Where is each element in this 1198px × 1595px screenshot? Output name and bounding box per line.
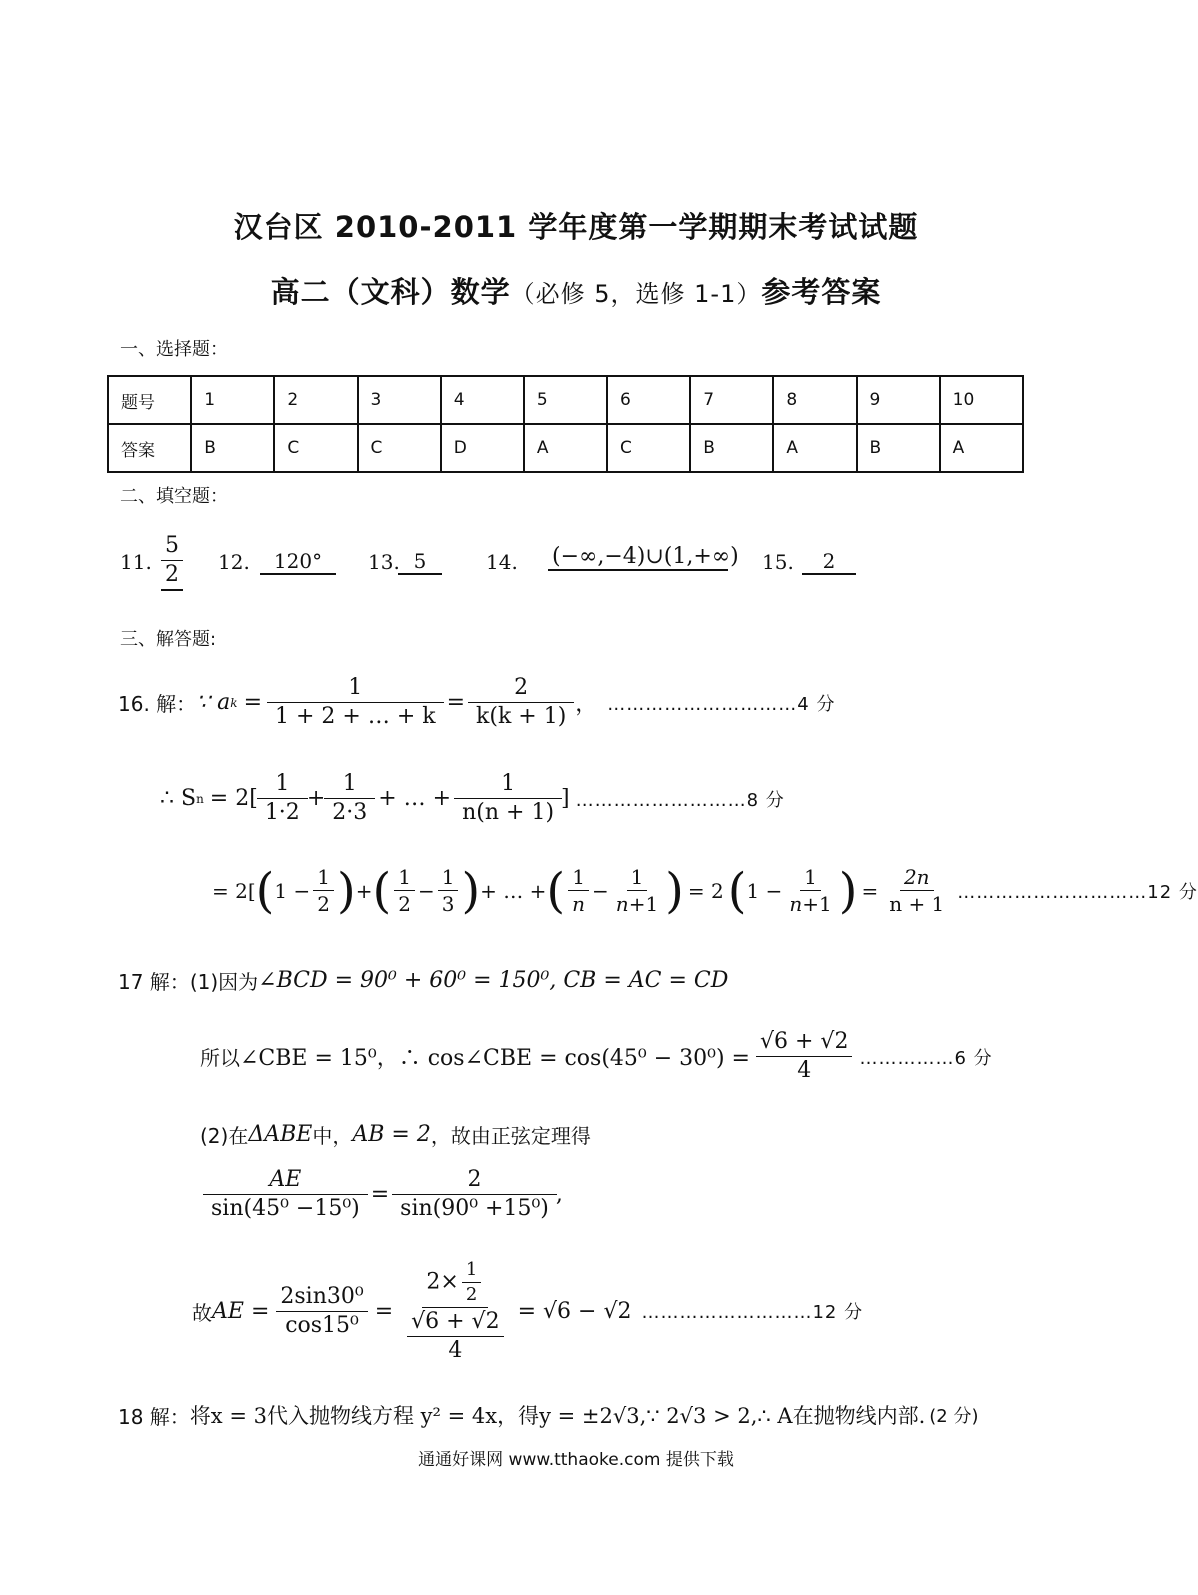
q16-result-num: 2n (900, 866, 934, 891)
q15-label: 15. (762, 550, 794, 574)
q17-part2-mid: 中， (312, 1124, 353, 1148)
q11-label: 11. (120, 550, 152, 574)
q12-label: 12. (218, 550, 250, 574)
q16-close: ] (561, 786, 570, 812)
q16-f4-num: 1 (324, 772, 375, 799)
q16-score-1: …………………………4 分 (607, 693, 836, 715)
q17-law-num2: 2 (392, 1168, 557, 1195)
q17-line-1 (118, 966, 728, 995)
q17-line-2: 所以 ∠CBE = 15⁰，∴ cos∠CBE = cos(45⁰ − 30⁰) = $\frac{√6 + √2}{4}$ ……………6 分 (200, 1029, 993, 1084)
q17-ab: AB = 2 (352, 1122, 431, 1147)
q17-triangle: ΔABE (248, 1122, 313, 1147)
table-cell: 7 (690, 376, 773, 424)
q17-part2-tail: ，故由正弦定理得 (430, 1124, 591, 1148)
q15-answer: 2 (802, 549, 856, 575)
q17-so: 所以 (200, 1046, 240, 1071)
q18-text: 将x = 3代入抛物线方程 y² = 4x，得y = ±2√3,∵ 2√3 > 2,∴ A在抛物线内部. (189, 1404, 926, 1428)
table-cell: 4 (441, 376, 524, 424)
q16-sn: ∴ S (160, 786, 197, 812)
table-cell: A (773, 424, 856, 472)
table-cell: C (358, 424, 441, 472)
table-cell: 2 (274, 376, 357, 424)
table-cell: B (191, 424, 274, 472)
q17-label: 17 解： (118, 970, 190, 994)
q13-label: 13. (368, 550, 400, 574)
subtitle-part-3: 参考答案 (761, 275, 882, 309)
q17-final: 故 AE = $\frac{\text{2sin30⁰}}{\text{cos15⁰}}$ = 2× $\frac{1}{2}$ $\frac{√6 + √2}{4}$ = √6 − √2 ………………………12 分 (192, 1259, 864, 1363)
q17-part2-intro: (2)在 (200, 1124, 249, 1148)
section-label-fill: 二、填空题： (120, 486, 228, 507)
table-cell: 1 (191, 376, 274, 424)
q16-f4-den: 2·3 (332, 800, 368, 826)
q17-law-of-sines: $\frac{AE}{\text{sin(45⁰ −15⁰)}}$ = $\frac{2}{\text{sin(90⁰ +15⁰)}}$ , (204, 1168, 563, 1221)
q17-final-num: 2sin30⁰ (276, 1285, 367, 1312)
table-cell: A (940, 424, 1023, 472)
q16-line-1: 16. 解： ∵ a k = $\frac{1}{1 + 2 + \dots + k}$ = $\frac{2}{k(k + 1)}$ ， …………………………4 分 (118, 675, 836, 730)
q16-score-2: ………………………8 分 (575, 789, 785, 811)
q16-score-3: …………………………12 分 (957, 881, 1198, 903)
q16-f2-den: k(k + 1) (476, 704, 567, 730)
page-title: 汉台区 2010-2011 学年度第一学期期末考试试题 (233, 210, 919, 244)
table-head-answer: 答案 (108, 424, 191, 472)
q16-f2-num: 2 (468, 676, 574, 703)
q17-final-ae: AE = (212, 1298, 270, 1324)
q11-num: 5 (161, 534, 183, 561)
q17-line-3 (200, 1120, 591, 1149)
q17-final-den: cos15⁰ (285, 1312, 359, 1338)
q17-law-den2: sin(90⁰ +15⁰) (400, 1196, 549, 1222)
table-cell: 9 (857, 376, 940, 424)
table-cell: 5 (524, 376, 607, 424)
table-row-answers (108, 424, 1023, 472)
q17-part1-intro: (1)因为 (189, 970, 259, 994)
q16-line-3: = 2[ ( 1 − $\frac{1}{2}$ ) + ( $\frac{1}{2}$ − $\frac{1}{3}$ ) + … + ( $\frac{1}{n}$ − $\frac{1}{n+1}$ ) = 2 ( 1 − $\frac{1}{n+1}$ ) = $\frac{2n}{n + 1}$ …………………………12 分 (212, 862, 1198, 919)
table-cell: C (274, 424, 357, 472)
q16-sn-sub: n (196, 791, 204, 806)
q16-ellipsis: + … + (378, 786, 452, 812)
q17-law-den1: sin(45⁰ −15⁰) (211, 1196, 360, 1222)
section-label-choice: 一、选择题： (120, 339, 228, 360)
q16-f5-num: 1 (454, 772, 562, 799)
answer-table (107, 375, 1024, 473)
q16-f3-den: 1·2 (264, 800, 300, 826)
q13-answer: 5 (398, 549, 442, 575)
q18-score: (2 分) (929, 1406, 979, 1427)
table-cell: 3 (358, 376, 441, 424)
q17-score-2: ………………………12 分 (641, 1302, 864, 1324)
subtitle-part-2: （必修 5，选修 1-1） (510, 280, 762, 308)
q17-score-1: ……………6 分 (859, 1047, 993, 1069)
q11-den: 2 (165, 562, 179, 588)
q14-answer: (−∞,−4)∪(1,+∞) (548, 544, 728, 571)
table-head-question: 题号 (108, 376, 191, 424)
q16-f1-num: 1 (267, 676, 444, 703)
q11-answer (158, 534, 186, 591)
q17-law-num1: AE (203, 1168, 368, 1195)
table-cell: 10 (940, 376, 1023, 424)
q16-eq: = 2[ (209, 786, 258, 812)
q17-cos-expr: ∠CBE = 15⁰，∴ cos∠CBE = cos(45⁰ − 30⁰) = (240, 1046, 750, 1072)
table-cell: 8 (773, 376, 856, 424)
q17-part1-expr: ∠BCD = 90⁰ + 60⁰ = 150⁰, CB = AC = CD (258, 968, 729, 993)
q16-f5-den: n(n + 1) (462, 800, 555, 826)
q14-label: 14. (486, 550, 518, 574)
table-cell: A (524, 424, 607, 472)
table-cell: B (690, 424, 773, 472)
q16-result-den: n + 1 (889, 892, 945, 916)
q16-line-2: ∴ S n = 2[ $\frac{1}{1\cdot 2}$ + $\frac{1}{2\cdot 3}$ + … + $\frac{1}{n(n + 1)}$ ] ………………………8 分 (160, 771, 785, 826)
q12-answer: 120° (260, 549, 336, 575)
table-cell: 6 (607, 376, 690, 424)
page-subtitle (0, 270, 1152, 311)
q16-label: 16. 解： (118, 692, 197, 717)
q16-f1-den: 1 + 2 + … + k (275, 704, 436, 730)
subtitle-part-1: 高二（文科）数学 (270, 275, 511, 309)
section-label-solve: 三、解答题: (120, 629, 217, 650)
q18-line (118, 1400, 978, 1430)
q17-final-prefix: 故 (192, 1300, 212, 1325)
q18-label: 18 解： (118, 1404, 190, 1429)
q17-final-result: = √6 − √2 (517, 1298, 632, 1324)
q16-ak-sub: k (230, 695, 238, 710)
table-cell: C (607, 424, 690, 472)
table-row-questions (108, 376, 1023, 424)
table-cell: D (441, 424, 524, 472)
table-cell: B (857, 424, 940, 472)
q16-f3-num: 1 (257, 772, 308, 799)
footer-text: 通通好课网 www.tthaoke.com 提供下载 (418, 1450, 734, 1470)
q16-ak: ∵ a (196, 690, 231, 716)
